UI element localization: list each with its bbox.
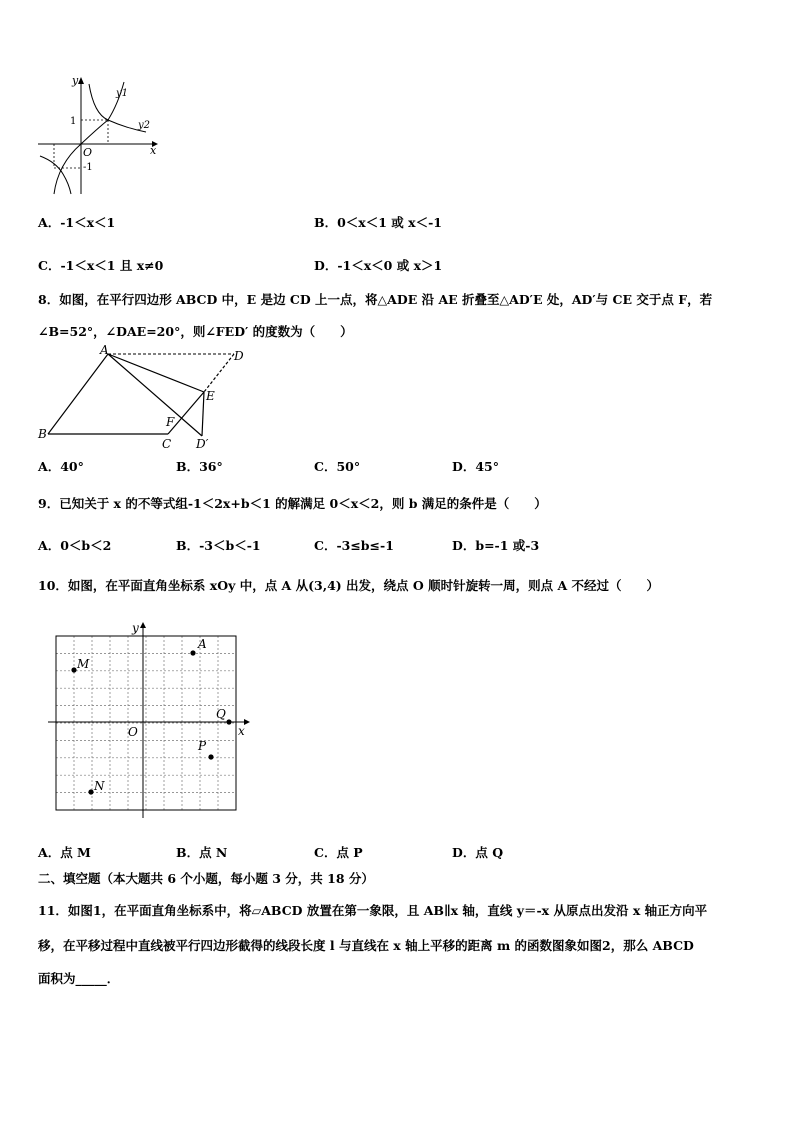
q11-text-line1: 11．如图1，在平面直角坐标系中，将▱ABCD 放置在第一象限，且 AB∥x 轴，直线 y＝-x 从原点出发沿 x 轴正方向平	[38, 903, 708, 918]
fig8-label-c: C	[162, 437, 172, 451]
q8-text-line2: ∠B=52°，∠DAE=20°，则∠FED′ 的度数为（ ）	[38, 324, 353, 339]
fig10-origin-label: O	[128, 725, 138, 739]
fig10-label-a: A	[198, 637, 207, 651]
q9-option-d: D．b=-1 或-3	[452, 538, 540, 553]
fig8-label-e: E	[206, 389, 215, 403]
fig7-tick-neg-one: -1	[83, 162, 93, 173]
q9-option-c: C．-3≤b≤-1	[314, 538, 394, 553]
fig7-origin: O	[83, 146, 93, 159]
fig10-label-p: P	[198, 739, 207, 753]
q9-option-b: B．-3＜b＜-1	[176, 538, 261, 553]
q9-text: 9．已知关于 x 的不等式组-1＜2x+b＜1 的解满足 0＜x＜2，则 b 满足的条件是（ ）	[38, 496, 547, 511]
q9-option-a: A．0＜b＜2	[38, 538, 112, 553]
q7-option-b: B．0＜x＜1 或 x＜-1	[314, 215, 442, 230]
q11-text-line3: 面积为_____．	[38, 971, 120, 986]
fig8-label-a: A	[100, 344, 109, 357]
fig7-tick-one: 1	[70, 116, 77, 127]
q10-option-d: D．点 Q	[452, 845, 504, 860]
q10-text: 10．如图，在平面直角坐标系 xOy 中，点 A 从(3,4) 出发，绕点 O 顺时针旋转一周，则点 A 不经过（ ）	[38, 578, 660, 593]
fig10-x-label: x	[238, 724, 245, 738]
fig10-y-label: y	[132, 621, 139, 635]
fig8-label-b: B	[38, 427, 47, 441]
fig8-label-d-prime: D′	[196, 437, 209, 451]
point-a	[190, 650, 195, 655]
q8-text-line1: 8．如图，在平行四边形 ABCD 中，E 是边 CD 上一点，将△ADE 沿 AE 折叠至△AD′E 处，AD′与 CE 交于点 F，若	[38, 292, 713, 307]
point-q	[226, 719, 231, 724]
q7-option-d: D．-1＜x＜0 或 x＞1	[314, 258, 443, 273]
point-p	[208, 754, 213, 759]
fig10-label-q: Q	[216, 707, 226, 721]
fig8-label-d: D	[234, 349, 244, 363]
q10-x-axis-arrow	[244, 719, 250, 725]
q7-option-a: A．-1＜x＜1	[38, 215, 116, 230]
q10-option-a: A．点 M	[38, 845, 91, 860]
q8-option-c: C．50°	[314, 459, 361, 474]
q10-coordinate-grid-figure	[48, 620, 252, 820]
fig7-y1-label: y1	[116, 88, 129, 99]
point-n	[88, 789, 93, 794]
q10-option-b: B．点 N	[176, 845, 228, 860]
q11-text-line2: 移，在平移过程中直线被平行四边形截得的线段长度 l 与直线在 x 轴上平移的距离 m 的函数图象如图2，那么 ABCD	[38, 938, 694, 953]
fig7-y-label: y	[72, 74, 79, 87]
q10-y-axis-arrow	[140, 622, 146, 628]
section-heading-fill-in: 二、填空题（本大题共 6 个小题，每小题 3 分，共 18 分）	[38, 871, 374, 886]
q8-option-b: B．36°	[176, 459, 223, 474]
fig10-label-m: M	[77, 657, 90, 671]
fig8-label-f: F	[166, 415, 175, 429]
q8-option-a: A．40°	[38, 459, 84, 474]
q7-function-graph	[36, 74, 160, 198]
fig10-label-n: N	[94, 779, 105, 793]
q8-parallelogram-figure	[36, 344, 248, 454]
q7-option-c: C．-1＜x＜1 且 x≠0	[38, 258, 164, 273]
q10-option-c: C．点 P	[314, 845, 363, 860]
point-m	[71, 667, 76, 672]
fig7-y2-label: y2	[138, 120, 151, 131]
fig7-x-label: x	[150, 144, 157, 157]
q8-option-d: D．45°	[452, 459, 499, 474]
